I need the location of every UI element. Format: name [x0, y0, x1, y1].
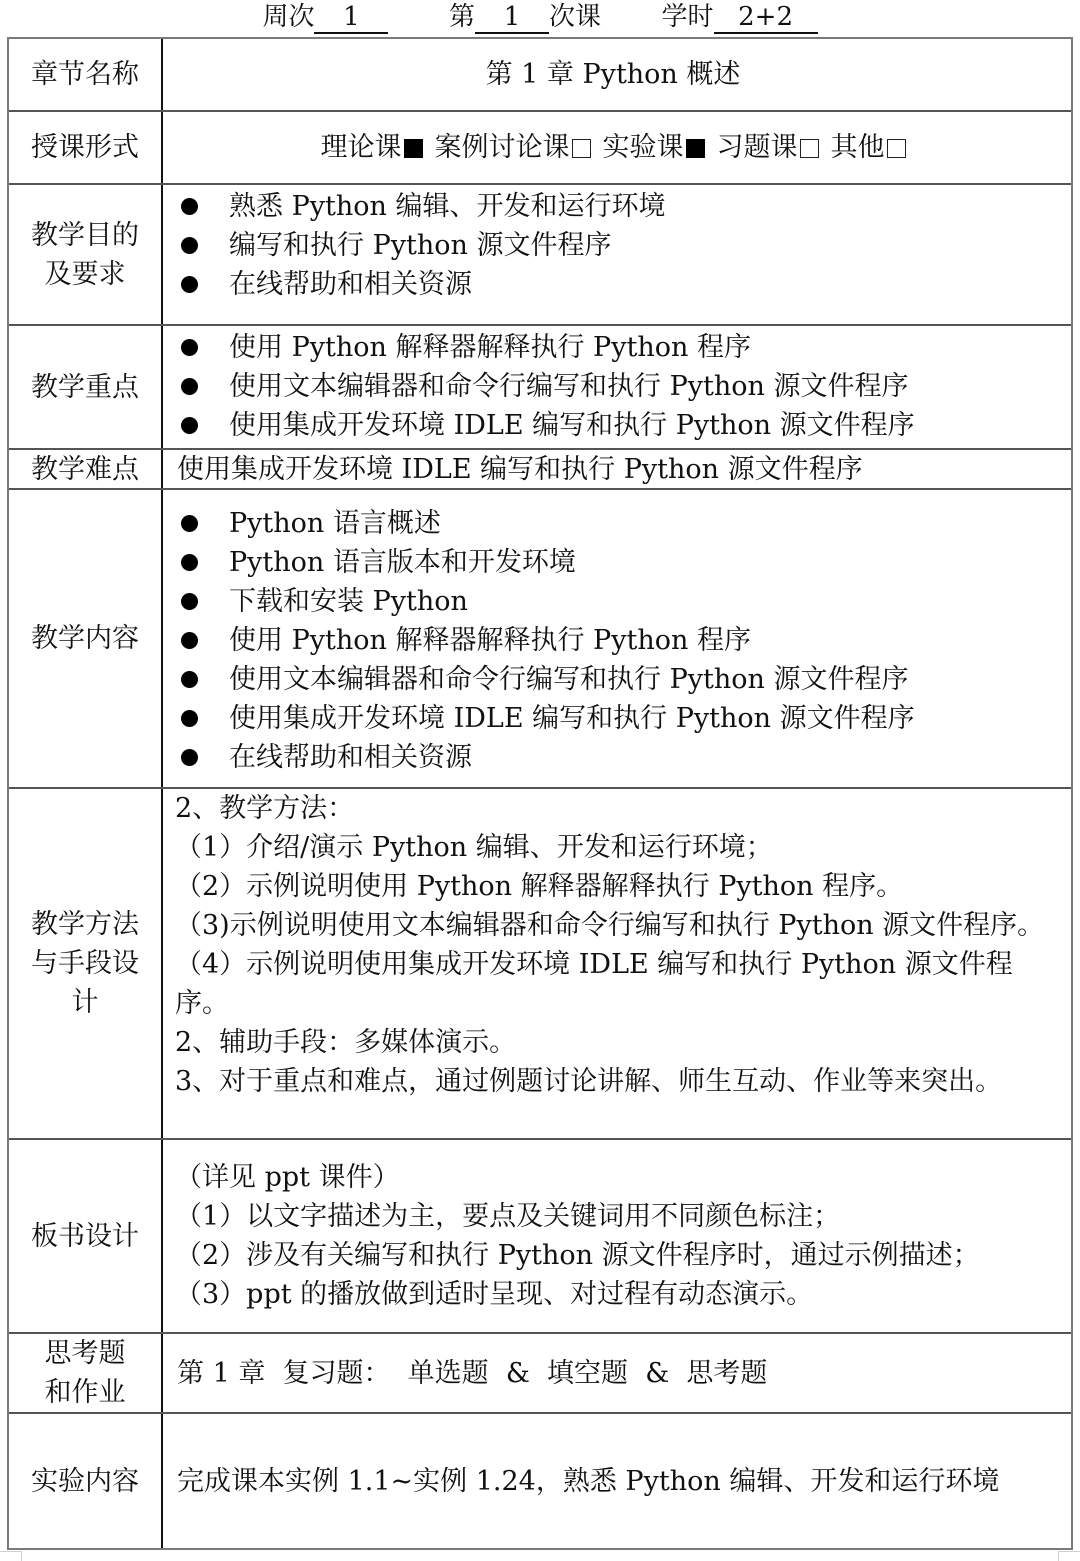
form-option-other[interactable]: 其他 — [831, 128, 906, 167]
board-line: （2）涉及有关编写和执行 Python 源文件程序时，通过示例描述； — [175, 1240, 980, 1271]
row-teaching-content — [9, 488, 1071, 787]
methods-line: （2）示例说明使用 Python 解释器解释执行 Python 程序。 — [175, 871, 904, 902]
objectives-content — [163, 185, 1071, 324]
experiment-label: 实验内容 — [9, 1414, 163, 1548]
unchecked-box-icon — [800, 139, 819, 158]
board-line: （详见 ppt 课件） — [175, 1162, 400, 1193]
key-points-label: 教学重点 — [9, 326, 163, 448]
row-key-points — [9, 324, 1071, 448]
page-corner-mark — [21, 1551, 22, 1561]
session-prefix: 第 — [448, 2, 475, 32]
hours-value: 2+2 — [714, 2, 818, 34]
list-item: 编写和执行 Python 源文件程序 — [177, 226, 1063, 265]
methods-content — [163, 789, 1071, 1138]
hours-label: 学时 — [661, 2, 714, 32]
list-item: 在线帮助和相关资源 — [177, 265, 1063, 304]
methods-line: 2、教学方法： — [175, 793, 355, 824]
session-value: 1 — [475, 2, 549, 34]
row-experiment — [9, 1412, 1071, 1548]
list-item: 使用 Python 解释器解释执行 Python 程序 — [177, 621, 1063, 660]
list-item: 使用集成开发环境 IDLE 编写和执行 Python 源文件程序 — [177, 406, 1063, 445]
homework-value: 第 1 章 复习题： 单选题 & 填空题 & 思考题 — [177, 1357, 768, 1389]
unchecked-box-icon — [572, 139, 591, 158]
experiment-value: 完成课本实例 1.1~实例 1.24，熟悉 Python 编辑、开发和运行环境 — [177, 1465, 1000, 1497]
row-teaching-form — [9, 110, 1071, 183]
methods-line: （1）介绍/演示 Python 编辑、开发和运行环境； — [175, 832, 773, 863]
board-design-content — [163, 1140, 1071, 1332]
methods-label: 教学方法 与手段设 计 — [9, 789, 163, 1138]
methods-line: 3、对于重点和难点，通过例题讨论讲解、师生互动、作业等来突出。 — [175, 1066, 1003, 1097]
page-corner-mark — [1058, 1551, 1059, 1561]
list-item: 使用文本编辑器和命令行编写和执行 Python 源文件程序 — [177, 367, 1063, 406]
week-value: 1 — [314, 2, 388, 34]
board-line: （3）ppt 的播放做到适时呈现、对过程有动态演示。 — [175, 1279, 814, 1310]
key-points-content — [163, 326, 1071, 448]
teaching-form-options — [163, 112, 1071, 183]
lesson-header — [0, 0, 1080, 36]
form-option-case-discussion[interactable]: 案例讨论课 — [435, 128, 591, 167]
page-corner-mark — [1058, 1551, 1080, 1552]
list-item: 使用文本编辑器和命令行编写和执行 Python 源文件程序 — [177, 660, 1063, 699]
unchecked-box-icon — [887, 139, 906, 158]
methods-line: （3)示例说明使用文本编辑器和命令行编写和执行 Python 源文件程序。 — [175, 910, 1045, 941]
board-design-label: 板书设计 — [9, 1140, 163, 1332]
checked-box-icon — [686, 139, 705, 158]
methods-line: 2、辅助手段：多媒体演示。 — [175, 1027, 517, 1058]
row-methods — [9, 787, 1071, 1138]
list-item: 在线帮助和相关资源 — [177, 738, 1063, 777]
homework-label: 思考题 和作业 — [9, 1334, 163, 1412]
list-item: 熟悉 Python 编辑、开发和运行环境 — [177, 187, 1063, 226]
form-option-theory[interactable]: 理论课 — [321, 128, 423, 167]
session-suffix: 次课 — [549, 2, 602, 32]
objectives-label: 教学目的 及要求 — [9, 185, 163, 324]
page-corner-mark — [0, 1551, 22, 1552]
methods-line: （4）示例说明使用集成开发环境 IDLE 编写和执行 Python 源文件程序。 — [175, 949, 1013, 1019]
chapter-value: 第 1 章 Python 概述 — [485, 59, 741, 90]
row-objectives — [9, 183, 1071, 324]
week-label: 周次 — [262, 2, 315, 32]
list-item: Python 语言版本和开发环境 — [177, 543, 1063, 582]
form-option-exercise[interactable]: 习题课 — [717, 128, 819, 167]
chapter-label: 章节名称 — [9, 39, 163, 110]
key-points-list — [177, 328, 1063, 445]
teaching-content — [163, 490, 1071, 787]
row-homework — [9, 1332, 1071, 1412]
board-line: （1）以文字描述为主，要点及关键词用不同颜色标注； — [175, 1201, 841, 1232]
row-difficulties — [9, 448, 1071, 488]
list-item: 使用 Python 解释器解释执行 Python 程序 — [177, 328, 1063, 367]
difficulties-value: 使用集成开发环境 IDLE 编写和执行 Python 源文件程序 — [177, 453, 863, 485]
teaching-content-label: 教学内容 — [9, 490, 163, 787]
row-board-design — [9, 1138, 1071, 1332]
row-chapter — [9, 39, 1071, 110]
lesson-plan-table — [7, 37, 1073, 1550]
form-option-lab[interactable]: 实验课 — [603, 128, 705, 167]
list-item: 使用集成开发环境 IDLE 编写和执行 Python 源文件程序 — [177, 699, 1063, 738]
teaching-form-label: 授课形式 — [9, 112, 163, 183]
objectives-list — [177, 187, 1063, 304]
list-item: Python 语言概述 — [177, 504, 1063, 543]
difficulties-label: 教学难点 — [9, 450, 163, 488]
teaching-content-list — [177, 504, 1063, 777]
checked-box-icon — [404, 139, 423, 158]
list-item: 下载和安装 Python — [177, 582, 1063, 621]
